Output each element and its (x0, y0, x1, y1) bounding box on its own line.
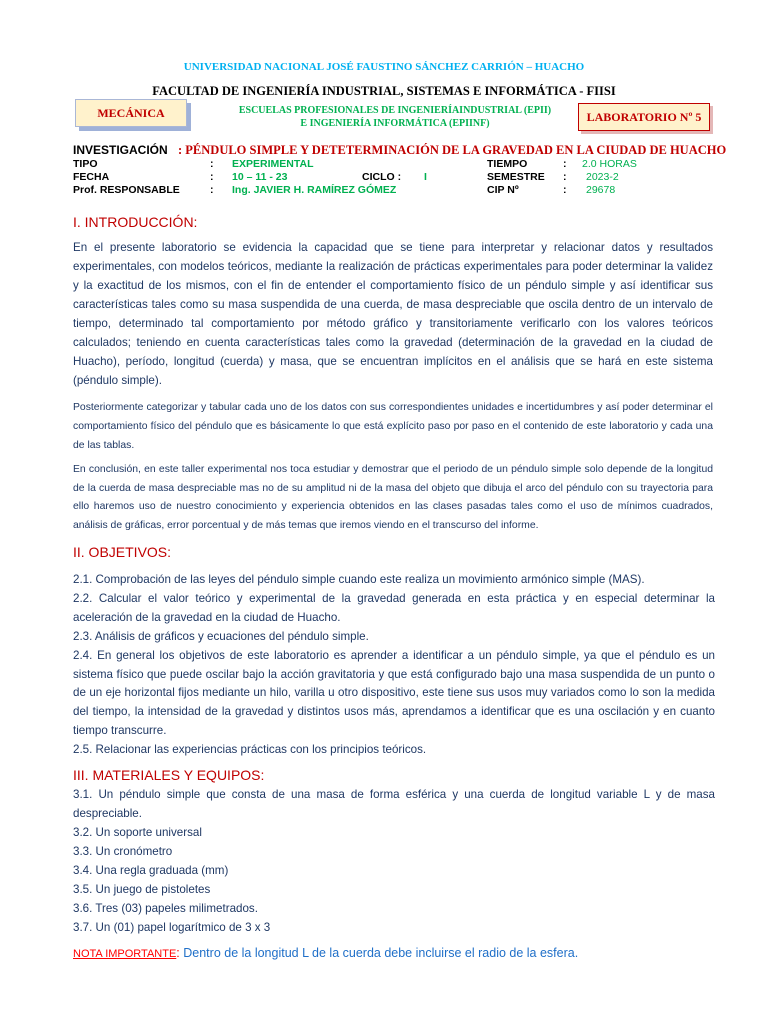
important-note (73, 946, 578, 960)
intro-paragraph-3: En conclusión, en este taller experimental nos toca estudiar y demostrar que el periodo de un péndulo simple solo depende de la longitud de la cuerda de masa despreciable mas no de su amplitud ni de la masa del objeto que dibuja el arco del péndulo con su trayectoria para ello haremos uso de nuestro conocimiento y experiencia obtenidos en las clases pasadas tales como el uso de mínimos cuadrados, análisis de gráficas, error porcentual y de más temas que iremos viendo en el transcurso del informe. (73, 464, 713, 531)
tiempo-colon: : (563, 158, 567, 170)
objectives-list (73, 571, 715, 760)
cip-label: CIP Nº (487, 184, 519, 196)
material-item: 3.3. Un cronómetro (73, 845, 173, 858)
materials-list (73, 785, 715, 937)
semestre-label: SEMESTRE (487, 171, 545, 183)
intro-heading: I. INTRODUCCIÓN: (73, 214, 198, 230)
materials-heading: III. MATERIALES Y EQUIPOS: (73, 767, 265, 783)
objective-item: 2.1. Comprobación de las leyes del péndulo simple cuando este realiza un movimiento armónico simple (MAS). (73, 573, 645, 586)
material-item: 3.6. Tres (03) papeles milimetrados. (73, 902, 258, 915)
tiempo-label: TIEMPO (487, 158, 528, 170)
note-label: NOTA IMPORTANTE (73, 948, 177, 960)
tipo-label: TIPO (73, 158, 98, 170)
ciclo-value: I (424, 171, 427, 183)
fecha-label: FECHA (73, 171, 110, 183)
prof-label: Prof. RESPONSABLE (73, 184, 180, 196)
note-separator: : (176, 946, 180, 960)
objective-item: 2.5. Relacionar las experiencias prácticas con los principios teóricos. (73, 743, 427, 757)
objective-item: 2.4. En general los objetivos de este laboratorio es aprender a identificar a un péndulo simple, ya que el péndulo es un sistema físico que puede oscilar bajo la acción gravitatoria y que está configurado bajo una masa suspendida de un punto o de un eje horizontal fijos mediante un hilo, varilla u otro dispositivo, este tiene sus usos muy variados como lo son la medida del tiempo, la intensidad de la gravedad y distintos usos más, aprendamos a identificar que es una oscilación y en cuanto tiempo transcurre. (73, 648, 715, 738)
tipo-value: EXPERIMENTAL (232, 158, 314, 170)
fecha-value: 10 – 11 - 23 (232, 171, 288, 183)
ciclo-label: CICLO : (362, 171, 402, 183)
lab-number-box: LABORATORIO Nº 5 (578, 103, 710, 131)
material-item: 3.7. Un (01) papel logarítmico de 3 x 3 (73, 921, 271, 934)
objective-item: 2.3. Análisis de gráficos y ecuaciones del péndulo simple. (73, 629, 369, 643)
material-item: 3.4. Una regla graduada (mm) (73, 864, 229, 877)
semestre-value: 2023-2 (586, 171, 619, 183)
investigation-label: INVESTIGACIÓN (73, 143, 168, 157)
tipo-colon: : (210, 158, 214, 170)
note-text: Dentro de la longitud L de la cuerda debe incluirse el radio de la esfera. (179, 946, 579, 960)
investigation-title: : PÉNDULO SIMPLE Y DETETERMINACIÓN DE LA GRAVEDAD EN LA CIUDAD DE HUACHO (178, 143, 727, 157)
subject-box: MECÁNICA (75, 99, 187, 127)
material-item: 3.5. Un juego de pistoletes (73, 883, 211, 896)
tiempo-value: 2.0 HORAS (582, 158, 637, 170)
material-item: 3.2. Un soporte universal (73, 826, 202, 839)
material-item: 3.1. Un péndulo simple que consta de una masa de forma esférica y una cuerda de longitud variable L y de masa despreciable. (73, 788, 715, 820)
university-name: UNIVERSIDAD NACIONAL JOSÉ FAUSTINO SÁNCHEZ CARRIÓN – HUACHO (183, 61, 585, 73)
faculty-name: FACULTAD DE INGENIERÍA INDUSTRIAL, SISTEMAS E INFORMÁTICA - FIISI (152, 84, 616, 98)
schools-line-1: ESCUELAS PROFESIONALES DE INGENIERÍAINDUSTRIAL (EPII) (238, 105, 552, 116)
prof-value: Ing. JAVIER H. RAMÍREZ GÓMEZ (232, 184, 397, 196)
intro-paragraph-2: Posteriormente categorizar y tabular cada uno de los datos con sus correspondientes unidades e incertidumbres y así poder determinar el comportamiento físico del péndulo que es básicamente lo que está explícito paso por paso en el contenido de este laboratorio y cada una de las tablas. (73, 402, 713, 451)
fecha-colon: : (210, 171, 214, 183)
objectives-heading: II. OBJETIVOS: (73, 544, 172, 560)
intro-paragraph-1: En el presente laboratorio se evidencia la capacidad que se tiene para interpretar y relacionar datos y resultados experimentales, con modelos teóricos, mediante la realización de prácticas experimentales para poder determinar la validez y la exactitud de los mismos, con el fin de entender el comportamiento físico de un péndulo simple y así identificar sus características tales como su masa suspendida de una cuerda, de masa despreciable que oscila dentro de un intervalo de tiempo, determinado tal comportamiento por método gráfico y transitoriamente verificarlo con los valores teóricos calculados; teniendo en cuenta características tales como la gravedad (determinación de la gravedad en la ciudad de Huacho), período, longitud (cuerda) y masa, que se encuentran implícitos en el análisis que se hará en este sistema (péndulo simple). (73, 241, 713, 387)
prof-colon: : (210, 184, 214, 196)
schools-block (200, 104, 590, 130)
semestre-colon: : (563, 171, 567, 183)
cip-colon: : (563, 184, 567, 196)
schools-line-2: E INGENIERÍA INFORMÁTICA (EPIINF) (300, 118, 490, 129)
objective-item: 2.2. Calcular el valor teórico y experimental de la gravedad generada en esta práctica y en especial determinar la aceleración de la gravedad en la ciudad de Huacho. (73, 591, 715, 624)
cip-value: 29678 (586, 184, 616, 196)
